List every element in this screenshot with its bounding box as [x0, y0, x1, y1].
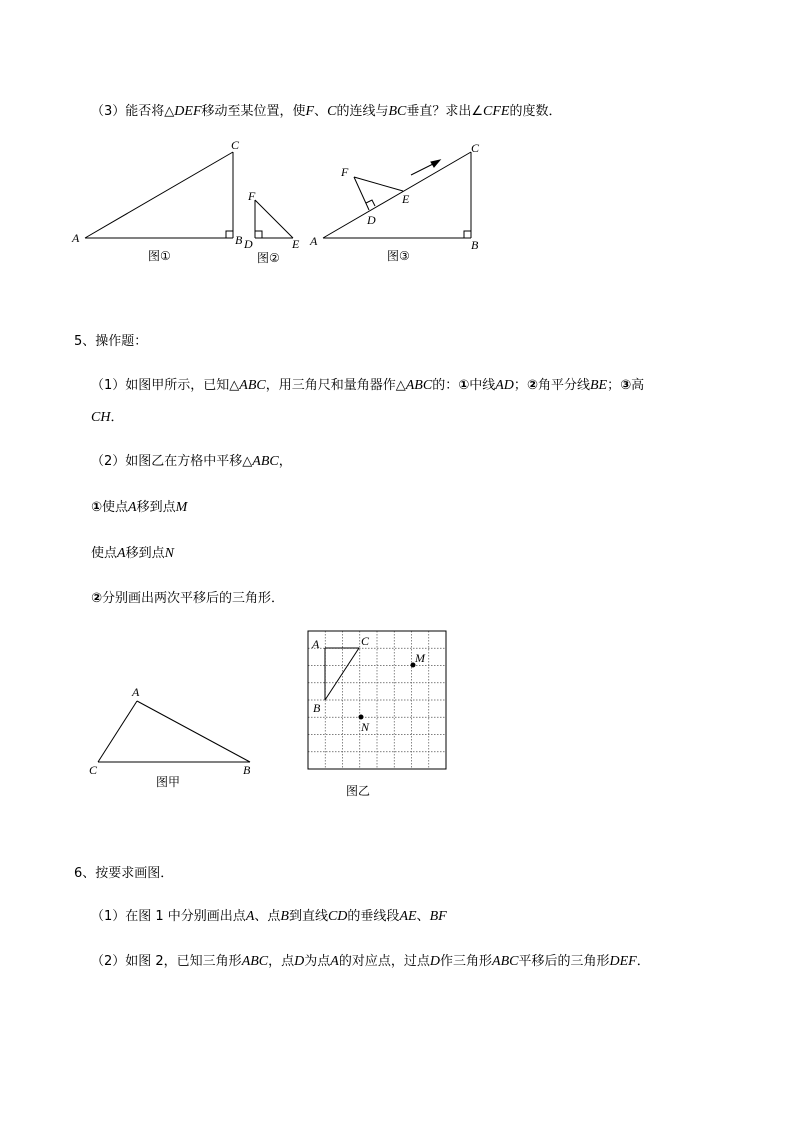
yi-label-a: A — [312, 637, 320, 651]
q5-p1-text-4: 中线 — [469, 378, 496, 393]
fig3-label-e: E — [402, 192, 410, 206]
q3-figure-1 — [60, 135, 260, 265]
q6-title: 6、按要求画图． — [74, 866, 174, 881]
q5-p1-circle-1: ① — [458, 378, 470, 393]
q5-p1-text-1: （1）如图甲所示，已知△ — [91, 378, 240, 393]
fig2-label-f: F — [248, 189, 256, 203]
q5-s2-var-a: A — [117, 546, 126, 561]
q6-part1 — [91, 908, 447, 926]
q6-p1-var-bf: BF — [429, 909, 447, 924]
q5-p1-circle-3: ③ — [620, 378, 632, 393]
q5-title: 5、操作题： — [74, 334, 148, 349]
q5-part1-line1 — [91, 377, 644, 395]
q5-figure-yi — [300, 625, 450, 805]
fig2-label-e: E — [292, 237, 300, 251]
q5-p2-text-1: （2）如图乙在方格中平移△ — [91, 454, 253, 469]
q3-var-cfe: CFE — [483, 104, 510, 119]
q5-p2-text-2: ， — [278, 454, 292, 469]
fig2-caption: 图② — [257, 251, 280, 265]
q3-var-c: C — [327, 104, 337, 119]
q5-p1-var-ad: AD — [495, 378, 514, 393]
yi-label-c: C — [361, 634, 370, 648]
q5-p1-text-2: ，用三角尺和量角器作△ — [265, 378, 406, 393]
q5-p1-var-ch: CH — [91, 410, 111, 425]
q5-step-3 — [91, 590, 284, 608]
fig3-label-a: A — [310, 234, 318, 248]
q6-part2 — [91, 953, 650, 971]
q5-p1-var-be: BE — [589, 378, 608, 393]
fig3-label-b: B — [471, 238, 479, 252]
yi-label-n: N — [361, 720, 370, 734]
yi-grid — [308, 631, 446, 769]
q6-p2-var-abc-1: ABC — [241, 954, 269, 969]
q6-p2-text-4: 的对应点，过点 — [338, 954, 430, 969]
q5-s2-var-n: N — [164, 546, 174, 561]
q5-figure-jia — [80, 680, 270, 795]
fig1-label-c: C — [231, 138, 240, 152]
fig2-right-angle-mark — [255, 231, 262, 238]
yi-label-m: M — [415, 651, 425, 665]
q3-text-1: （3）能否将△ — [91, 104, 175, 119]
q3-var-f: F — [305, 104, 315, 119]
q3-figure-3 — [300, 135, 500, 270]
q5-part1-line2 — [91, 409, 123, 427]
fig1-side-ac — [85, 152, 233, 238]
q5-s1-circle: ① — [91, 500, 103, 515]
q5-p2-var-abc: ABC — [252, 454, 279, 469]
q3-text-6: 的度数． — [509, 104, 562, 119]
q3-text-5: 垂直？求出∠ — [406, 104, 483, 119]
q5-part2 — [91, 453, 292, 471]
q5-p1-text-5: ； — [513, 378, 527, 393]
fig1-label-b: B — [235, 233, 243, 247]
q6-p2-var-d-2: D — [429, 954, 440, 969]
q6-p1-text-3: 到直线 — [288, 909, 328, 924]
q5-s3-text: 分别画出两次平移后的三角形． — [102, 591, 285, 606]
q6-p1-var-cd: CD — [327, 909, 348, 924]
fig3-right-angle-mark-d — [366, 200, 375, 206]
q6-p2-text-1: （2）如图 2，已知三角形 — [91, 954, 242, 969]
q6-p2-var-a: A — [330, 954, 339, 969]
fig3-label-d: D — [367, 213, 376, 227]
q6-p2-text-7: ． — [636, 954, 650, 969]
q5-p1-text-8: 高 — [631, 378, 645, 393]
q5-p1-circle-2: ② — [526, 378, 538, 393]
q5-step-1 — [91, 499, 187, 517]
q5-s1-text-1: 使点 — [102, 500, 129, 515]
fig2-label-d: D — [244, 237, 253, 251]
q3-text — [91, 103, 561, 121]
q5-s1-text-2: 移到点 — [136, 500, 176, 515]
yi-caption: 图乙 — [346, 784, 371, 798]
q5-p1-var-abc-1: ABC — [239, 378, 266, 393]
fig2-side-fe — [255, 200, 293, 238]
q6-p1-text-4: 的垂线段 — [347, 909, 400, 924]
fig1-right-angle-mark — [226, 231, 233, 238]
figjia-side-ab — [137, 701, 250, 762]
q6-p1-text-5: 、 — [416, 909, 430, 924]
fig3-side-fe — [354, 177, 403, 191]
q3-var-def: DEF — [174, 104, 202, 119]
fig3-right-angle-mark — [464, 231, 471, 238]
yi-side-bc — [325, 648, 359, 700]
fig3-label-f: F — [341, 165, 349, 179]
q6-p2-text-6: 平移后的三角形 — [518, 954, 610, 969]
q5-s2-text-1: 使点 — [91, 546, 118, 561]
fig1-label-a: A — [72, 231, 80, 245]
q5-s1-var-a: A — [128, 500, 137, 515]
q5-s1-var-m: M — [175, 500, 188, 515]
q3-var-bc: BC — [388, 104, 407, 119]
figjia-label-a: A — [132, 685, 140, 699]
q6-p1-text-1: （1）在图 1 中分别画出点 — [91, 909, 246, 924]
q6-p1-text-2: 、点 — [254, 909, 281, 924]
figjia-label-c: C — [89, 763, 98, 777]
q5-p1-var-abc-2: ABC — [405, 378, 433, 393]
q6-p2-text-2: ，点 — [268, 954, 295, 969]
q6-p1-var-b: B — [280, 909, 289, 924]
figjia-label-b: B — [243, 763, 251, 777]
fig3-side-fd — [354, 177, 369, 210]
q6-p2-var-abc-2: ABC — [492, 954, 519, 969]
q6-p2-text-3: 为点 — [304, 954, 331, 969]
q6-p2-var-d-1: D — [294, 954, 305, 969]
figjia-caption: 图甲 — [156, 775, 181, 789]
figjia-side-ac — [98, 701, 137, 762]
q5-p1-text-9: ． — [110, 410, 124, 425]
fig3-arrow-head-icon — [431, 160, 440, 167]
q6-p2-var-def: DEF — [609, 954, 637, 969]
q3-text-2: 移动至某位置，使 — [201, 104, 306, 119]
fig1-caption: 图① — [148, 249, 171, 263]
yi-label-b: B — [313, 701, 321, 715]
q5-s2-text-2: 移到点 — [125, 546, 165, 561]
q5-p1-text-6: 角平分线 — [537, 378, 590, 393]
q6-p1-var-a: A — [245, 909, 255, 924]
q3-text-4: 的连线与 — [336, 104, 389, 119]
fig3-label-c: C — [471, 141, 480, 155]
q6-p2-text-5: 作三角形 — [440, 954, 493, 969]
q6-p1-var-ae: AE — [399, 909, 417, 924]
q5-step-2 — [91, 545, 174, 563]
q5-p1-text-3: 的： — [432, 378, 459, 393]
q5-p1-text-7: ； — [607, 378, 621, 393]
q5-s3-circle: ② — [91, 591, 103, 606]
q3-text-3: 、 — [314, 104, 328, 119]
fig3-caption: 图③ — [387, 249, 410, 263]
yi-point-n — [359, 715, 364, 720]
